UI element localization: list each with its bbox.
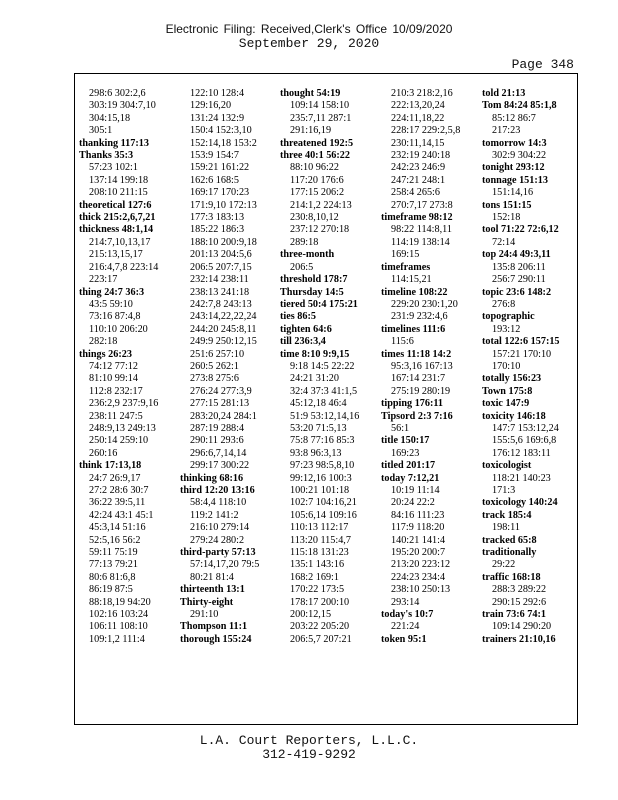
index-reference-line: 169:17 170:23: [190, 187, 250, 199]
index-reference-line: 118:21 140:23: [492, 472, 551, 484]
index-reference-line: 244:20 245:8,11: [190, 323, 257, 335]
index-term-line: third-party 57:13: [180, 547, 256, 559]
index-reference-line: 216:4,7,8 223:14: [89, 261, 159, 273]
index-reference-line: 193:12: [492, 323, 521, 335]
index-reference-line: 238:10 250:13: [391, 584, 451, 596]
transcript-date: September 29, 2020: [238, 36, 380, 51]
index-reference-line: 171:3: [492, 485, 516, 496]
index-reference-line: 93:8 96:3,13: [290, 447, 342, 459]
index-reference-line: 249:9 250:12,15: [190, 336, 257, 348]
index-reference-line: 198:11: [492, 522, 520, 534]
index-term-line: tipping 176:11: [381, 398, 443, 410]
index-reference-line: 53:20 71:5,13: [290, 422, 347, 434]
index-term-line: things 26:23: [79, 348, 132, 360]
index-reference-line: 81:10 99:14: [89, 373, 138, 385]
index-term-line: thirteenth 13:1: [180, 584, 245, 596]
index-term-line: track 185:4: [482, 509, 532, 521]
filing-stamp-line: Electronic Filing: Received,Clerk's Office 10/09/2020: [165, 22, 453, 36]
index-reference-line: 214:7,10,13,17: [89, 236, 151, 248]
index-reference-line: 57:14,17,20 79:5: [190, 559, 260, 571]
index-reference-line: 152:18: [492, 212, 521, 224]
index-reference-line: 282:18: [89, 336, 118, 348]
index-term-line: Thompson 11:1: [180, 621, 248, 633]
index-reference-line: 135:1 143:16: [290, 559, 345, 571]
index-term-line: today's 10:7: [381, 609, 434, 621]
index-term-line: threshold 178:7: [280, 274, 348, 286]
index-column-2: [180, 88, 278, 646]
index-reference-line: 167:14 231:7: [391, 373, 446, 385]
index-reference-line: 129:16,20: [190, 100, 232, 112]
index-reference-line: 88:18,19 94:20: [89, 596, 151, 608]
index-reference-line: 176:12 183:11: [492, 447, 551, 459]
index-term-line: tonight 293:12: [482, 162, 545, 174]
index-reference-line: 24:7 26:9,17: [89, 472, 141, 484]
index-reference-line: 299:17 300:22: [190, 460, 250, 472]
index-reference-line: 52:5,16 56:2: [89, 534, 141, 546]
index-reference-line: 250:14 259:10: [89, 435, 149, 447]
index-reference-line: 206:5,7 207:21: [290, 633, 352, 645]
index-reference-line: 88:10 96:22: [290, 162, 339, 174]
index-reference-line: 230:8,10,12: [290, 212, 339, 224]
index-reference-line: 135:8 206:11: [492, 261, 546, 273]
index-reference-line: 58:4,4 118:10: [190, 497, 247, 509]
index-reference-line: 231:9 232:4,6: [391, 311, 448, 323]
index-term-line: Thursday 14:5: [280, 286, 344, 298]
index-reference-line: 303:19 304:7,10: [89, 100, 156, 112]
index-reference-line: 291:16,19: [290, 125, 332, 137]
index-reference-line: 20:24 22:2: [391, 497, 435, 509]
index-reference-line: 36:22 39:5,11: [89, 497, 146, 509]
index-reference-line: 106:11 108:10: [89, 621, 148, 633]
index-term-line: Town 175:8: [482, 385, 533, 397]
index-term-line: topic 23:6 148:2: [482, 286, 552, 298]
index-reference-line: 242:23 246:9: [391, 162, 446, 174]
index-term-line: three 40:1 56:22: [280, 150, 350, 162]
index-reference-line: 152:14,18 153:2: [190, 137, 257, 149]
index-term-line: traditionally: [482, 547, 537, 559]
index-reference-line: 177:3 183:13: [190, 212, 245, 224]
index-reference-line: 290:15 292:6: [492, 596, 547, 608]
index-reference-line: 288:3 289:22: [492, 584, 547, 596]
index-term-line: third 12:20 13:16: [180, 485, 255, 496]
index-reference-line: 258:4 265:6: [391, 187, 440, 199]
index-term-line: three-month: [280, 249, 335, 261]
index-reference-line: 247:21 248:1: [391, 174, 446, 186]
index-reference-line: 260:16: [89, 447, 118, 459]
index-term-line: trainers 21:10,16: [482, 633, 556, 645]
index-reference-line: 151:14,16: [492, 187, 534, 199]
index-reference-line: 109:14 158:10: [290, 100, 350, 112]
index-reference-line: 169:23: [391, 447, 420, 459]
index-term-line: thing 24:7 36:3: [79, 286, 145, 298]
index-reference-line: 216:10 279:14: [190, 522, 250, 534]
index-reference-line: 57:23 102:1: [89, 162, 138, 174]
index-reference-line: 131:24 132:9: [190, 112, 245, 124]
index-reference-line: 224:23 234:4: [391, 571, 446, 583]
index-reference-line: 85:12 86:7: [492, 112, 536, 124]
index-reference-line: 157:21 170:10: [492, 348, 552, 360]
index-reference-line: 296:6,7,14,14: [190, 447, 247, 459]
index-reference-line: 102:7 104:16,21: [290, 497, 357, 509]
index-reference-line: 235:7,11 287:1: [290, 112, 352, 124]
index-reference-line: 206:5 207:7,15: [190, 261, 252, 273]
index-reference-line: 256:7 290:11: [492, 274, 546, 286]
index-term-line: tool 71:22 72:6,12: [482, 224, 559, 236]
index-reference-line: 279:24 280:2: [190, 534, 245, 546]
index-reference-line: 115:18 131:23: [290, 547, 349, 559]
index-reference-line: 155:5,6 169:6,8: [492, 435, 557, 447]
index-reference-line: 147:7 153:12,24: [492, 422, 559, 434]
index-reference-line: 84:16 111:23: [391, 509, 445, 521]
index-reference-line: 86:19 87:5: [89, 584, 133, 596]
index-term-line: tomorrow 14:3: [482, 137, 547, 149]
index-term-line: total 122:6 157:15: [482, 336, 560, 348]
index-term-line: threatened 192:5: [280, 137, 354, 149]
index-reference-line: 119:2 141:2: [190, 509, 239, 521]
index-term-line: timeframe 98:12: [381, 212, 453, 224]
index-term-line: times 11:18 14:2: [381, 348, 452, 360]
index-reference-line: 214:1,2 224:13: [290, 199, 352, 211]
index-reference-line: 237:12 270:18: [290, 224, 350, 236]
index-reference-line: 236:2,9 237:9,16: [89, 398, 159, 410]
index-reference-line: 213:20 223:12: [391, 559, 451, 571]
index-reference-line: 229:20 230:1,20: [391, 298, 458, 310]
index-reference-line: 203:22 205:20: [290, 621, 350, 633]
index-reference-line: 275:19 280:19: [391, 385, 451, 397]
index-term-line: Tipsord 2:3 7:16: [381, 410, 453, 422]
index-term-line: toxicologist: [482, 460, 532, 472]
index-reference-line: 51:9 53:12,14,16: [290, 410, 360, 422]
index-reference-line: 298:6 302:2,6: [89, 88, 146, 99]
index-reference-line: 195:20 200:7: [391, 547, 446, 559]
index-reference-line: 42:24 43:1 45:1: [89, 509, 154, 521]
index-reference-line: 80:21 81:4: [190, 571, 234, 583]
index-reference-line: 110:13 112:17: [290, 522, 349, 534]
index-reference-line: 97:23 98:5,8,10: [290, 460, 355, 472]
index-term-line: thick 215:2,6,7,21: [79, 212, 156, 224]
index-reference-line: 162:6 168:5: [190, 174, 239, 186]
index-reference-line: 114:19 138:14: [391, 236, 450, 248]
index-reference-line: 43:5 59:10: [89, 298, 133, 310]
index-term-line: toxic 147:9: [482, 398, 530, 410]
index-reference-line: 232:19 240:18: [391, 150, 451, 162]
page-number: Page 348: [511, 57, 574, 72]
index-reference-line: 188:10 200:9,18: [190, 236, 257, 248]
index-reference-line: 201:13 204:5,6: [190, 249, 252, 261]
index-term-line: token 95:1: [381, 633, 427, 645]
index-reference-line: 59:11 75:19: [89, 547, 138, 559]
index-reference-line: 24:21 31:20: [290, 373, 339, 385]
index-reference-line: 289:18: [290, 236, 319, 248]
index-reference-line: 208:10 211:15: [89, 187, 148, 199]
index-reference-line: 291:10: [190, 609, 219, 621]
index-term-line: title 150:17: [381, 435, 430, 447]
index-term-line: time 8:10 9:9,15: [280, 348, 350, 360]
index-reference-line: 27:2 28:6 30:7: [89, 485, 149, 496]
index-term-line: today 7:12,21: [381, 472, 440, 484]
index-reference-line: 109:1,2 111:4: [89, 633, 145, 645]
index-term-line: tons 151:15: [482, 199, 532, 211]
index-reference-line: 170:22 173:5: [290, 584, 345, 596]
index-term-line: Thirty-eight: [180, 596, 234, 608]
index-term-line: tighten 64:6: [280, 323, 332, 335]
index-reference-line: 170:10: [492, 360, 521, 372]
index-term-line: timeline 108:22: [381, 286, 448, 298]
index-column-5: [482, 88, 576, 646]
index-term-line: till 236:3,4: [280, 336, 326, 348]
index-term-line: top 24:4 49:3,11: [482, 249, 551, 261]
index-column-4: [381, 88, 479, 646]
reporter-company: L.A. Court Reporters, L.L.C.: [199, 733, 419, 748]
index-reference-line: 232:14 238:11: [190, 274, 249, 286]
index-reference-line: 29:22: [492, 559, 516, 571]
index-reference-line: 200:12,15: [290, 609, 332, 621]
index-reference-line: 290:11 293:6: [190, 435, 244, 447]
index-term-line: tiered 50:4 175:21: [280, 298, 358, 310]
index-reference-line: 113:20 115:4,7: [290, 534, 351, 546]
index-term-line: tracked 65:8: [482, 534, 537, 546]
index-reference-line: 99:12,16 100:3: [290, 472, 352, 484]
index-term-line: traffic 168:18: [482, 571, 541, 583]
index-term-line: timelines 111:6: [381, 323, 446, 335]
index-reference-line: 102:16 103:24: [89, 609, 149, 621]
index-reference-line: 137:14 199:18: [89, 174, 149, 186]
index-reference-line: 115:6: [391, 336, 414, 348]
reporter-phone: 312-419-9292: [262, 747, 356, 762]
index-column-3: [280, 88, 378, 646]
index-reference-line: 80:6 81:6,8: [89, 571, 136, 583]
index-reference-line: 293:14: [391, 596, 420, 608]
index-reference-line: 73:16 87:4,8: [89, 311, 141, 323]
index-column-1: [79, 88, 175, 646]
index-reference-line: 9:18 14:5 22:22: [290, 360, 355, 372]
index-term-line: thorough 155:24: [180, 633, 252, 645]
index-reference-line: 221:24: [391, 621, 420, 633]
index-reference-line: 100:21 101:18: [290, 485, 350, 496]
index-reference-line: 110:10 206:20: [89, 323, 148, 335]
index-term-line: Tom 84:24 85:1,8: [482, 100, 557, 112]
index-reference-line: 75:8 77:16 85:3: [290, 435, 355, 447]
index-reference-line: 177:15 206:2: [290, 187, 345, 199]
index-term-line: think 17:13,18: [79, 460, 142, 472]
index-reference-line: 276:24 277:3,9: [190, 385, 252, 397]
index-term-line: thickness 48:1,14: [79, 224, 154, 236]
index-reference-line: 95:3,16 167:13: [391, 360, 453, 372]
index-reference-line: 238:13 241:18: [190, 286, 250, 298]
index-reference-line: 223:17: [89, 274, 118, 286]
index-term-line: ties 86:5: [280, 311, 316, 323]
index-term-line: timeframes: [381, 261, 431, 273]
index-reference-line: 140:21 141:4: [391, 534, 446, 546]
index-reference-line: 114:15,21: [391, 274, 432, 286]
index-reference-line: 248:9,13 249:13: [89, 422, 156, 434]
index-reference-line: 72:14: [492, 236, 516, 248]
index-reference-line: 222:13,20,24: [391, 100, 445, 112]
index-reference-line: 109:14 290:20: [492, 621, 552, 633]
index-reference-line: 150:4 152:3,10: [190, 125, 252, 137]
index-reference-line: 287:19 288:4: [190, 422, 245, 434]
index-reference-line: 45:12,18 46:4: [290, 398, 347, 410]
index-term-line: topographic: [482, 311, 535, 323]
index-reference-line: 228:17 229:2,5,8: [391, 125, 461, 137]
index-reference-line: 242:7,8 243:13: [190, 298, 252, 310]
index-reference-line: 45:3,14 51:16: [89, 522, 146, 534]
index-term-line: thought 54:19: [280, 88, 341, 99]
index-term-line: train 73:6 74:1: [482, 609, 546, 621]
index-reference-line: 243:14,22,22,24: [190, 311, 257, 323]
index-reference-line: 171:9,10 172:13: [190, 199, 257, 211]
index-reference-line: 276:8: [492, 298, 516, 310]
index-term-line: Thanks 35:3: [79, 150, 134, 162]
index-term-line: toxicology 140:24: [482, 497, 558, 509]
index-reference-line: 98:22 114:8,11: [391, 224, 452, 236]
index-reference-line: 74:12 77:12: [89, 360, 138, 372]
index-term-line: tonnage 151:13: [482, 174, 548, 186]
index-reference-line: 185:22 186:3: [190, 224, 245, 236]
index-reference-line: 56:1: [391, 422, 410, 434]
index-reference-line: 283:20,24 284:1: [190, 410, 257, 422]
index-reference-line: 305:1: [89, 125, 113, 137]
index-term-line: theoretical 127:6: [79, 199, 152, 211]
index-page-frame: [74, 73, 578, 725]
index-reference-line: 260:5 262:1: [190, 360, 239, 372]
index-reference-line: 277:15 281:13: [190, 398, 250, 410]
index-reference-line: 168:2 169:1: [290, 571, 339, 583]
index-reference-line: 159:21 161:22: [190, 162, 250, 174]
index-reference-line: 304:15,18: [89, 112, 131, 124]
index-term-line: told 21:13: [482, 88, 526, 99]
index-reference-line: 273:8 275:6: [190, 373, 239, 385]
index-reference-line: 302:9 304:22: [492, 150, 547, 162]
index-reference-line: 206:5: [290, 261, 314, 273]
index-reference-line: 270:7,17 273:8: [391, 199, 453, 211]
index-reference-line: 215:13,15,17: [89, 249, 143, 261]
index-reference-line: 32:4 37:3 41:1,5: [290, 385, 358, 397]
index-reference-line: 224:11,18,22: [391, 112, 445, 124]
index-reference-line: 178:17 200:10: [290, 596, 350, 608]
index-term-line: thinking 68:16: [180, 472, 244, 484]
index-reference-line: 210:3 218:2,16: [391, 88, 453, 99]
index-reference-line: 77:13 79:21: [89, 559, 138, 571]
index-reference-line: 117:9 118:20: [391, 522, 445, 534]
index-reference-line: 153:9 154:7: [190, 150, 239, 162]
index-reference-line: 169:15: [391, 249, 420, 261]
index-term-line: toxicity 146:18: [482, 410, 546, 422]
index-term-line: thanking 117:13: [79, 137, 149, 149]
index-reference-line: 230:11,14,15: [391, 137, 445, 149]
index-term-line: totally 156:23: [482, 373, 542, 385]
index-reference-line: 122:10 128:4: [190, 88, 245, 99]
index-reference-line: 238:11 247:5: [89, 410, 143, 422]
index-reference-line: 10:19 11:14: [391, 485, 440, 496]
index-reference-line: 112:8 232:17: [89, 385, 143, 397]
index-term-line: titled 201:17: [381, 460, 436, 472]
index-reference-line: 217:23: [492, 125, 521, 137]
index-reference-line: 251:6 257:10: [190, 348, 245, 360]
index-reference-line: 117:20 176:6: [290, 174, 344, 186]
index-reference-line: 105:6,14 109:16: [290, 509, 357, 521]
